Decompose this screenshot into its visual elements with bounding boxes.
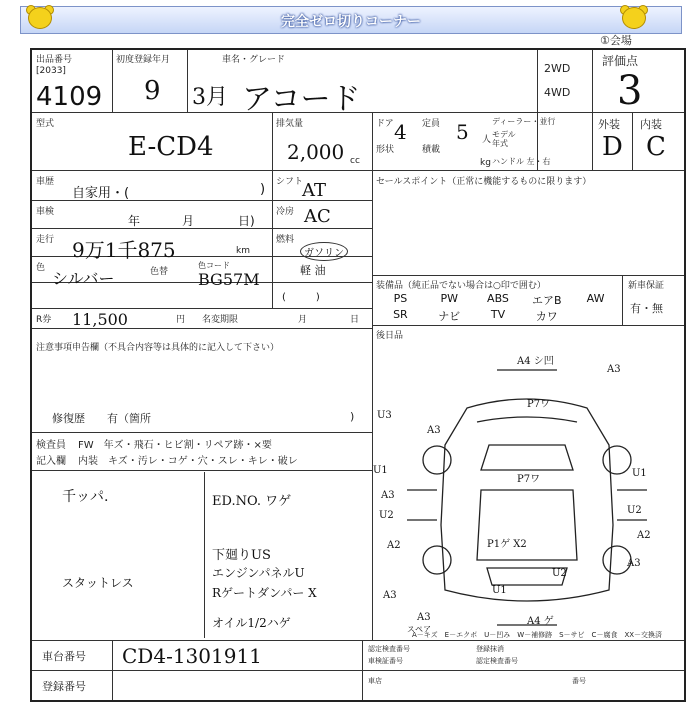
notes-label: 注意事項申告欄（不具合内容等は具体的に記入して下さい）: [36, 343, 280, 353]
recycle-unit: 円: [176, 315, 186, 325]
drive-2wd: 2WD: [544, 62, 571, 75]
note-right-4: Rゲートダンパー X: [212, 586, 317, 600]
inspection-sheet: [30, 48, 686, 702]
damage-mark: A3: [607, 364, 621, 375]
damage-mark: A3: [381, 490, 395, 501]
note-right-3: エンジンパネルU: [212, 566, 305, 580]
exterior-label: 外装: [598, 118, 620, 131]
bottom-right-c: 登録抹消: [476, 645, 504, 653]
equipment-item: ABS: [487, 292, 509, 305]
model-label: 型式: [36, 119, 55, 129]
note-right-2: 下廻りUS: [212, 548, 271, 563]
damage-mark: A3: [417, 612, 431, 623]
interior-label: 内装: [640, 118, 662, 131]
equipment-item: エアB: [532, 294, 562, 307]
paint-code-label: 色コード: [198, 261, 230, 270]
damage-mark: A2: [387, 540, 401, 551]
equipment-row-1: [376, 292, 620, 306]
door-label: ドア: [376, 119, 394, 129]
inspector-label: 検査員: [36, 440, 66, 451]
damage-mark: A3: [427, 425, 441, 436]
capacity-unit: 人: [482, 135, 492, 145]
shift-value: AT: [302, 180, 327, 201]
bottom-right-e: 車店: [368, 677, 382, 685]
fuel-label: 燃料: [276, 235, 295, 245]
repair-close: ): [350, 410, 355, 423]
sales-point-label: セールスポイント（正常に機能するものに限ります）: [376, 177, 592, 187]
fuel-paren: ( ): [282, 292, 320, 303]
damage-mark: A4 ゲ: [527, 616, 554, 627]
rear-seat-label: 後日品: [376, 331, 404, 341]
chassis-label: 車台番号: [42, 650, 86, 663]
inspection-month: 月: [182, 214, 195, 228]
registration-year: 9: [144, 76, 161, 106]
displacement-value: 2,000: [287, 140, 345, 164]
equipment-item: PS: [393, 292, 408, 305]
model-year-label: モデル 年式: [492, 130, 516, 148]
fuel-diesel: 軽 油: [300, 264, 326, 277]
car-name: アコード: [242, 82, 361, 117]
spare-label: スペア: [407, 625, 431, 634]
capacity-value: 5: [456, 120, 469, 144]
fuel-gasoline: ガソリン: [300, 242, 348, 261]
damage-mark: A3: [627, 558, 641, 569]
inspection-label: 車検: [36, 207, 55, 217]
displacement-label: 排気量: [276, 119, 304, 129]
damage-mark: U1: [632, 468, 647, 479]
usage-close: ): [260, 182, 266, 197]
equipment-item: カワ: [535, 310, 558, 323]
note-left-2: スタットレス: [62, 576, 134, 590]
chassis-value: CD4-1301911: [122, 644, 262, 668]
dealer-label: ディーラー・並行: [492, 117, 556, 126]
paint-code: BG57M: [198, 270, 260, 289]
grade-label: 評価点: [602, 54, 639, 68]
registration-month: 3月: [192, 85, 228, 110]
lot-number: 4109: [36, 82, 103, 112]
recycle-label: R券: [36, 315, 52, 325]
equipment-item: TV: [490, 308, 506, 321]
damage-mark: U3: [377, 410, 392, 421]
bottom-right-d: 認定検査番号: [476, 657, 518, 665]
bottom-right-b: 車検証番号: [368, 657, 403, 665]
record-items: 内装 キズ・汚レ・コゲ・穴・スレ・キレ・破レ: [78, 456, 298, 467]
model-value: E-CD4: [128, 132, 214, 162]
color-label: 色: [36, 263, 46, 273]
door-value: 4: [394, 120, 407, 144]
plate-label: 登録番号: [42, 680, 86, 693]
shape-label: 形状: [376, 145, 395, 155]
inspector-items: FW 年ズ・飛石・ヒビ割・リペア跡・×要: [78, 440, 272, 451]
damage-mark: A2: [637, 530, 651, 541]
handle-label: ハンドル 左・右: [492, 157, 551, 166]
damage-mark: U2: [552, 568, 567, 579]
registration-label: 初度登録年月: [116, 55, 171, 65]
lot-code: [2033]: [36, 66, 66, 76]
warranty-label: 新車保証: [628, 281, 665, 291]
displacement-unit: cc: [350, 156, 360, 166]
damage-mark: U2: [379, 510, 394, 521]
usage-value: 自家用・(: [72, 186, 130, 201]
mileage-label: 走行: [36, 235, 55, 245]
equipment-label: 装備品（純正品でない場合は○印で囲む）: [376, 281, 546, 291]
mileage-unit: km: [236, 246, 250, 256]
recycle-value: 11,500: [72, 310, 128, 329]
damage-mark: P1ゲ X2: [487, 539, 527, 550]
record-label: 記入欄: [36, 456, 66, 467]
deadline-day: 日: [350, 315, 360, 325]
damage-mark: P7ワ: [517, 474, 541, 485]
aircon-label: 冷房: [276, 207, 295, 217]
deadline-month: 月: [298, 315, 308, 325]
bottom-right-f: 番号: [572, 677, 586, 685]
load-label: 積載: [422, 145, 441, 155]
interior-value: C: [646, 132, 666, 162]
note-left-1: 千ッパ.: [62, 489, 109, 505]
inspection-day: 日): [238, 214, 255, 228]
repair-history: 修復歴 有（箇所: [52, 412, 151, 425]
drive-4wd: 4WD: [544, 86, 571, 99]
damage-mark: A3: [383, 590, 397, 601]
bear-mascot-icon: [618, 5, 648, 31]
grade-value: 3: [617, 68, 643, 114]
aircon-value: AC: [304, 206, 331, 227]
shift-label: シフト: [276, 177, 304, 187]
equipment-item: PW: [440, 292, 458, 305]
damage-mark: U2: [627, 505, 642, 516]
usage-label: 車歴: [36, 177, 55, 187]
bear-mascot-icon: [24, 5, 54, 31]
color-change-label: 色替: [150, 267, 169, 277]
venue-label: ①会場: [600, 34, 632, 47]
capacity-label: 定員: [422, 119, 441, 129]
deadline-label: 名変期限: [202, 315, 239, 325]
load-unit: kg: [480, 158, 491, 168]
equipment-item: ナビ: [438, 310, 461, 323]
color-value: シルバー: [52, 269, 115, 288]
damage-mark: A4 シ凹: [517, 356, 554, 367]
bottom-right-a: 認定検査番号: [368, 645, 410, 653]
damage-mark: P7ワ: [527, 399, 551, 410]
diagram-legend: A－キズ E－エクボ U－凹み W－補修跡 S－サビ C－腐食 XX－交換済: [412, 631, 663, 639]
banner: [20, 6, 682, 34]
warranty-value: 有・無: [630, 302, 663, 315]
lot-label: 出品番号: [36, 55, 73, 65]
equipment-item: SR: [393, 308, 408, 321]
equipment-row-2: [376, 308, 620, 322]
banner-title: 完全ゼロ切りコーナー: [281, 14, 421, 30]
damage-mark: U1: [373, 465, 388, 476]
damage-marks: [373, 350, 677, 638]
damage-mark: U1: [492, 585, 507, 596]
mileage-value: 9万1千875: [72, 238, 176, 262]
equipment-item: AW: [586, 292, 605, 305]
car-name-label: 車名・グレード: [222, 55, 286, 65]
note-right-1: ED.NO. ワゲ: [212, 494, 292, 509]
inspection-year: 年: [128, 214, 141, 228]
note-right-5: オイル1/2ハゲ: [212, 616, 291, 630]
exterior-value: D: [602, 132, 623, 162]
